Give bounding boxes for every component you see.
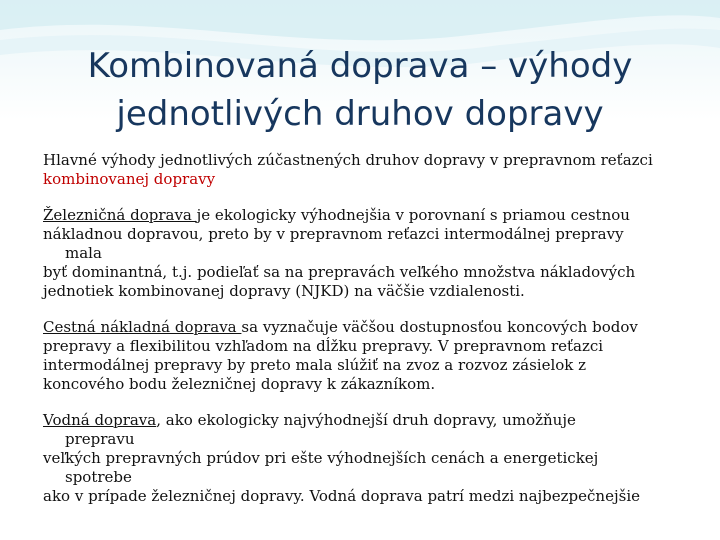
slide-title-line-2: jednotlivých druhov dopravy [116, 94, 604, 134]
water-line-1 [43, 411, 683, 430]
water-line-3: veľkých prepravných prúdov pri ešte výhodnejších cenách a energetickej [43, 449, 599, 467]
water-line-2-text: prepravu [65, 430, 135, 448]
road-line-4: koncového bodu železničnej dopravy k zákazníkom. [43, 375, 436, 393]
water-line-5: ako v prípade železničnej dopravy. Vodná doprava patrí medzi najbezpečnejšie [43, 487, 640, 505]
intro-line-1: Hlavné výhody jednotlivých zúčastnených druhov dopravy v prepravnom reťazci [43, 151, 653, 169]
rail-paragraph [43, 206, 683, 301]
rail-line-4: byť dominantná, t.j. podieľať sa na prepravách veľkého množstva nákladových [43, 263, 636, 281]
water-paragraph [43, 411, 683, 506]
road-line-1-text: sa vyznačuje väčšou dostupnosťou koncových bodov [241, 318, 638, 336]
water-line-4 [43, 468, 683, 487]
rail-term: Železničná doprava [43, 206, 197, 224]
water-line-4-text: spotrebe [65, 468, 132, 486]
intro-paragraph [43, 151, 683, 189]
rail-line-3 [43, 244, 683, 263]
water-line-1-text: , ako ekologicky najvýhodnejší druh dopravy, umožňuje [156, 411, 576, 429]
slide-title-line-1: Kombinovaná doprava – výhody [87, 46, 633, 86]
road-term: Cestná nákladná doprava [43, 318, 242, 336]
slide-title [0, 42, 720, 138]
water-term: Vodná doprava [43, 411, 157, 429]
slide-body [43, 151, 683, 523]
rail-line-3-text: mala [65, 244, 102, 262]
intro-line-2: kombinovanej dopravy [43, 170, 216, 188]
road-line-3: intermodálnej prepravy by preto mala slúžiť na zvoz a rozvoz zásielok z [43, 356, 587, 374]
road-line-1 [43, 318, 683, 337]
rail-line-5: jednotiek kombinovanej dopravy (NJKD) na väčšie vzdialenosti. [43, 282, 525, 300]
water-line-2 [43, 430, 683, 449]
rail-line-1-text: je ekologicky výhodnejšia v porovnaní s priamou cestnou [196, 206, 630, 224]
road-paragraph [43, 318, 683, 394]
rail-line-2: nákladnou dopravou, preto by v prepravnom reťazci intermodálnej prepravy [43, 225, 624, 243]
rail-line-1 [43, 206, 683, 225]
road-line-2: prepravy a flexibilitou vzhľadom na dĺžku prepravy. V prepravnom reťazci [43, 337, 604, 355]
